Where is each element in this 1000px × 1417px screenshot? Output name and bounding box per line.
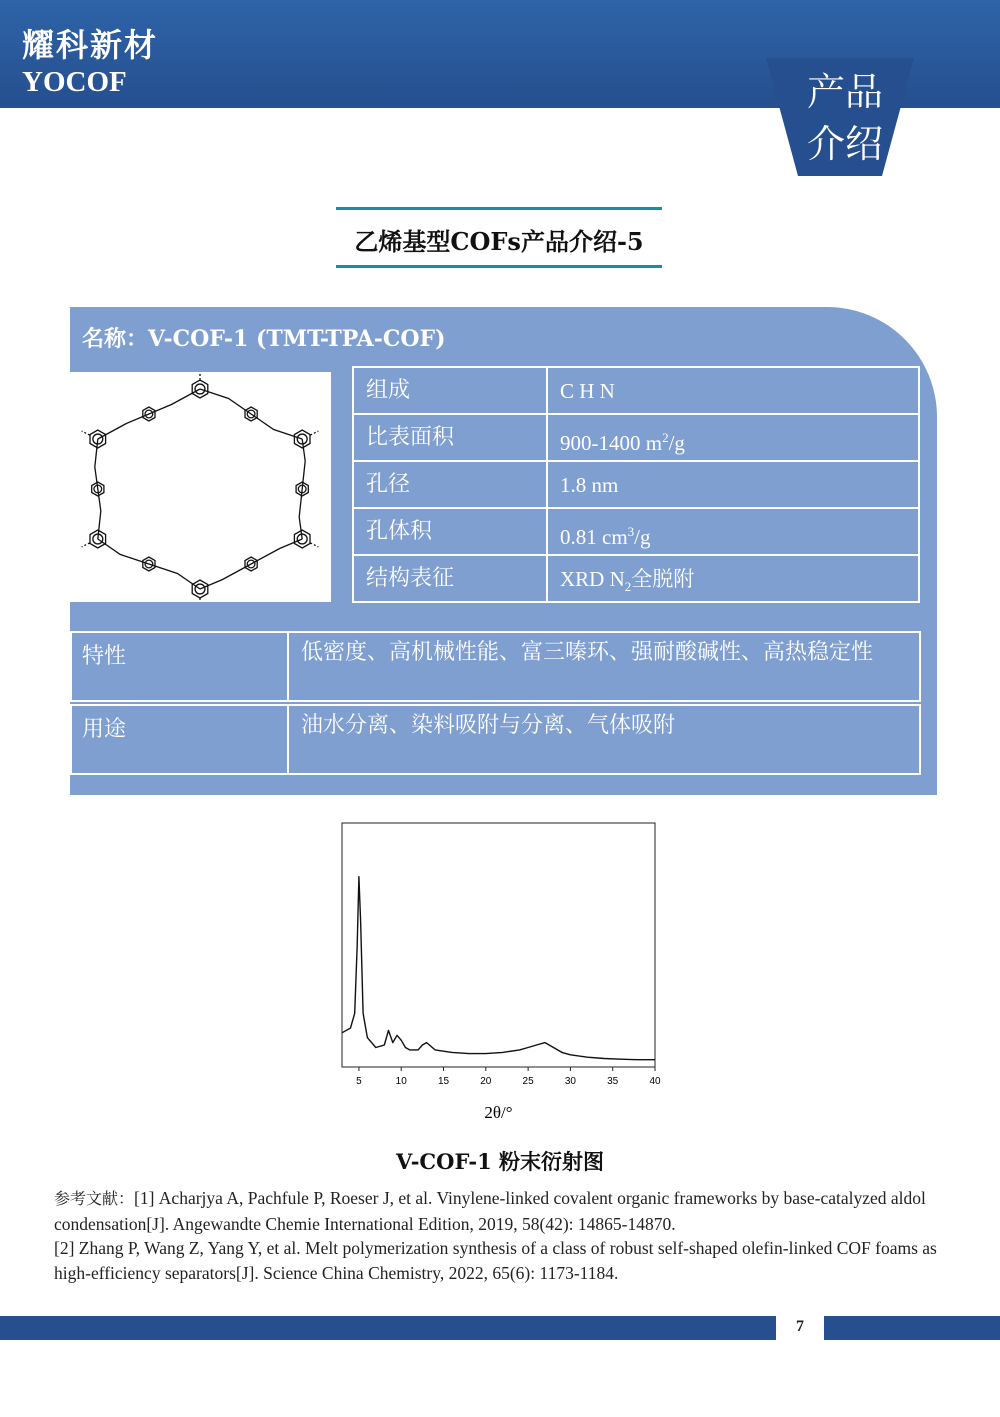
brand-name-en: YOCOF bbox=[22, 66, 127, 98]
spec-key: 比表面积 bbox=[354, 415, 548, 460]
vinylene-link bbox=[200, 389, 302, 439]
references-label: 参考文献： bbox=[54, 1189, 135, 1208]
x-tick-label: 5 bbox=[356, 1076, 362, 1087]
page-title: 乙烯基型COFs产品介绍-5 bbox=[354, 227, 644, 256]
page-number: 7 bbox=[796, 1318, 804, 1335]
reference-item bbox=[54, 1236, 954, 1285]
brand-name-cn: 耀科新材 bbox=[22, 26, 159, 64]
usage-row bbox=[70, 704, 921, 775]
spec-row-characterization bbox=[354, 556, 918, 603]
spec-value-suffix: 全脱附 bbox=[631, 567, 695, 591]
badge-text bbox=[800, 66, 890, 170]
spec-table bbox=[352, 366, 920, 603]
extension-bond bbox=[82, 431, 90, 435]
spec-key: 组成 bbox=[354, 368, 548, 413]
spec-value-suffix: /g bbox=[634, 525, 651, 549]
x-tick-label: 25 bbox=[522, 1076, 534, 1087]
spec-row-composition bbox=[354, 368, 918, 415]
spec-value-main: 900-1400 m bbox=[560, 431, 663, 455]
structure-image bbox=[70, 372, 331, 602]
badge-line-2: 介绍 bbox=[806, 122, 883, 166]
hexagonal-framework-structure-icon bbox=[70, 372, 331, 602]
x-tick-label: 40 bbox=[649, 1076, 661, 1087]
product-intro-badge bbox=[766, 58, 914, 176]
spec-value: 1.8 nm bbox=[560, 473, 619, 497]
x-axis-label: 2θ/° bbox=[484, 1103, 513, 1122]
spec-key: 孔体积 bbox=[354, 509, 548, 554]
spec-value-sup: 3 bbox=[627, 524, 635, 539]
reference-text: [1] Acharjya A, Pachfule P, Roeser J, et al. Vinylene-linked covalent organic frameworks by base-catalyzed aldol condensation[J]. Angewandte Chemie International Edition, 2019, 58(42): 14865-14870. bbox=[54, 1188, 926, 1234]
x-tick-label: 10 bbox=[395, 1076, 407, 1087]
spec-value-sub: 2 bbox=[624, 579, 632, 595]
spec-row-pore-size bbox=[354, 462, 918, 509]
x-tick-label: 20 bbox=[480, 1076, 492, 1087]
x-tick-label: 30 bbox=[564, 1076, 576, 1087]
spec-value-suffix: /g bbox=[668, 431, 685, 455]
vinylene-link bbox=[200, 539, 302, 589]
footer-bar-left bbox=[0, 1316, 776, 1340]
spec-key: 孔径 bbox=[354, 462, 548, 507]
chart-caption: V-COF-1 粉末衍射图 bbox=[395, 1149, 605, 1174]
vinylene-link bbox=[95, 439, 101, 539]
features-row bbox=[70, 631, 921, 702]
x-tick-label: 15 bbox=[437, 1076, 450, 1087]
spec-value bbox=[560, 509, 910, 560]
product-name: 名称：V-COF-1 (TMT-TPA-COF) bbox=[82, 326, 446, 352]
spec-value-sup: 2 bbox=[662, 430, 669, 445]
spec-value: C H N bbox=[560, 379, 615, 403]
xrd-chart-svg bbox=[330, 815, 680, 1135]
spec-value-main: XRD N bbox=[560, 567, 625, 591]
title-rule-bottom bbox=[336, 265, 662, 268]
usage-value: 油水分离、染料吸附与分离、气体吸附 bbox=[301, 713, 676, 738]
spec-row-surface-area bbox=[354, 415, 918, 462]
spec-key: 结构表征 bbox=[354, 556, 548, 603]
xrd-chart bbox=[330, 815, 680, 1135]
x-tick-label: 35 bbox=[607, 1076, 619, 1087]
vinylene-link bbox=[98, 539, 200, 589]
xrd-series-line-0 bbox=[342, 877, 655, 1060]
reference-text: [2] Zhang P, Wang Z, Yang Y, et al. Melt polymerization synthesis of a class of robust self-shaped olefin-linked COF foams as high-efficiency separators[J]. Science China Chemistry, 2022, 65(6): 1173-1184. bbox=[54, 1238, 937, 1283]
vinylene-link bbox=[299, 439, 305, 539]
spec-value bbox=[560, 556, 910, 610]
footer-bar-right bbox=[824, 1316, 1000, 1340]
spec-row-pore-volume bbox=[354, 509, 918, 556]
features-key: 特性 bbox=[72, 633, 289, 700]
extension-bond bbox=[310, 543, 318, 547]
extension-bond bbox=[82, 543, 90, 547]
features-value: 低密度、高机械性能、富三嗪环、强耐酸碱性、高热稳定性 bbox=[301, 640, 874, 665]
extension-bond bbox=[310, 431, 318, 435]
reference-item bbox=[54, 1186, 954, 1236]
references bbox=[54, 1186, 954, 1285]
usage-key: 用途 bbox=[72, 706, 289, 773]
spec-value bbox=[560, 415, 910, 466]
vinylene-link bbox=[98, 389, 200, 439]
title-rule-top bbox=[336, 207, 662, 210]
badge-line-1: 产品 bbox=[806, 70, 883, 114]
spec-value-main: 0.81 cm bbox=[560, 525, 628, 549]
